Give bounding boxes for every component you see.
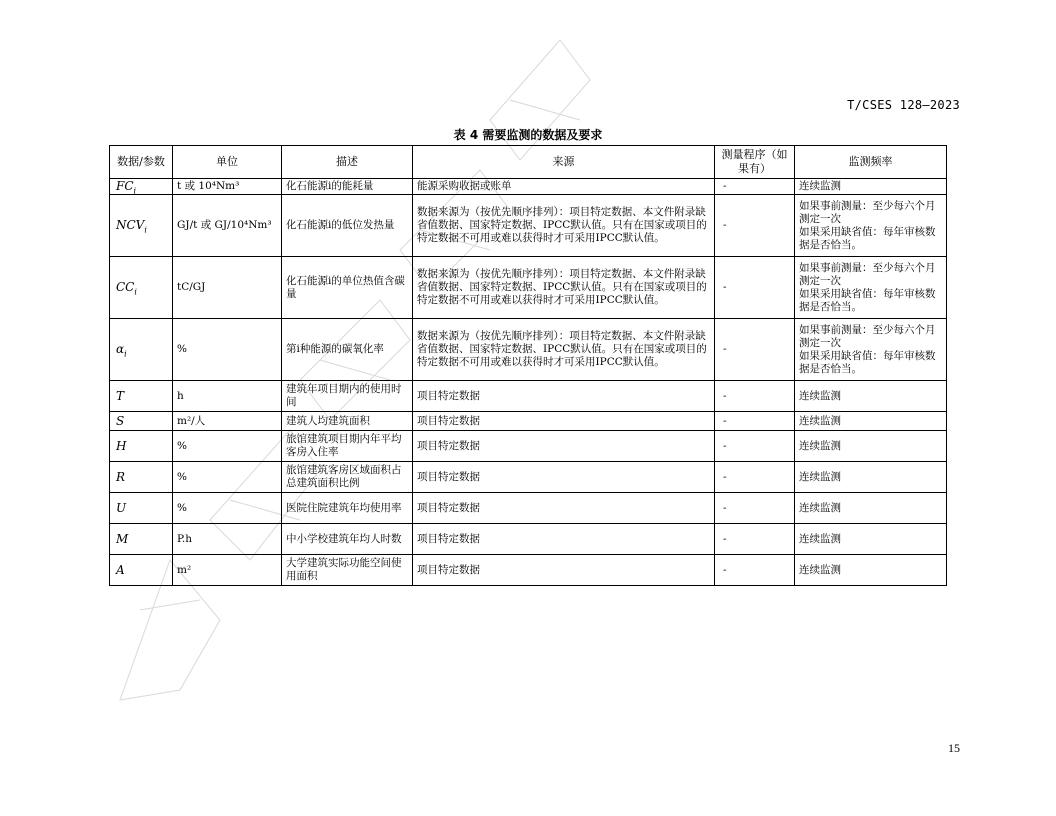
procedure-cell: - <box>715 319 795 381</box>
source-cell: 项目特定数据 <box>413 524 715 555</box>
frequency-cell: 连续监测 <box>795 524 947 555</box>
table-row <box>110 431 947 462</box>
parameter-symbol <box>110 257 173 319</box>
procedure-cell: - <box>715 179 795 195</box>
parameter-symbol <box>110 524 173 555</box>
symbol-subscript: i <box>134 287 137 297</box>
source-cell: 项目特定数据 <box>413 381 715 412</box>
unit-cell: % <box>173 493 282 524</box>
source-cell: 数据来源为（按优先顺序排列）：项目特定数据、本文件附录缺省值数据、国家特定数据、IPCC默认值。只有在国家或项目的特定数据不可用或难以获得时才可采用IPCC默认值。 <box>413 319 715 381</box>
parameter-symbol <box>110 431 173 462</box>
symbol-text: U <box>116 500 127 515</box>
source-cell: 项目特定数据 <box>413 462 715 493</box>
description-cell: 大学建筑实际功能空间使用面积 <box>282 555 413 586</box>
table-row <box>110 179 947 195</box>
parameter-symbol <box>110 412 173 431</box>
description-cell: 化石能源i的能耗量 <box>282 179 413 195</box>
procedure-cell: - <box>715 195 795 257</box>
description-cell: 化石能源i的低位发热量 <box>282 195 413 257</box>
procedure-cell: - <box>715 431 795 462</box>
procedure-cell: - <box>715 462 795 493</box>
monitoring-data-table <box>109 145 947 586</box>
table-title: 表 4 需要监测的数据及要求 <box>453 128 603 142</box>
symbol-text: A <box>116 562 125 577</box>
unit-cell: t 或 10⁴Nm³ <box>173 179 282 195</box>
procedure-cell: - <box>715 524 795 555</box>
table-row <box>110 412 947 431</box>
symbol-subscript: i <box>124 349 127 359</box>
procedure-cell: - <box>715 555 795 586</box>
unit-cell: % <box>173 462 282 493</box>
frequency-cell: 连续监测 <box>795 555 947 586</box>
procedure-cell: - <box>715 493 795 524</box>
symbol-text: R <box>116 469 126 484</box>
frequency-cell: 连续监测 <box>795 493 947 524</box>
symbol-text: H <box>116 438 127 453</box>
frequency-cell: 连续监测 <box>795 381 947 412</box>
source-cell: 项目特定数据 <box>413 493 715 524</box>
table-row <box>110 195 947 257</box>
header-parameter: 数据/参数 <box>110 146 173 179</box>
parameter-symbol <box>110 319 173 381</box>
unit-cell: % <box>173 431 282 462</box>
procedure-cell: - <box>715 381 795 412</box>
source-cell: 项目特定数据 <box>413 555 715 586</box>
unit-cell: h <box>173 381 282 412</box>
description-cell: 建筑年项目期内的使用时间 <box>282 381 413 412</box>
unit-cell: tC/GJ <box>173 257 282 319</box>
unit-cell: m² <box>173 555 282 586</box>
table-row <box>110 493 947 524</box>
description-cell: 旅馆建筑项目期内年平均客房入住率 <box>282 431 413 462</box>
source-cell: 项目特定数据 <box>413 412 715 431</box>
unit-cell: m²/人 <box>173 412 282 431</box>
parameter-symbol <box>110 555 173 586</box>
source-cell: 能源采购收据或账单 <box>413 179 715 195</box>
table-row <box>110 319 947 381</box>
source-cell: 项目特定数据 <box>413 431 715 462</box>
document-code: T/CSES 128—2023 <box>847 98 960 112</box>
unit-cell: P.h <box>173 524 282 555</box>
unit-cell: % <box>173 319 282 381</box>
symbol-text: M <box>116 531 129 546</box>
description-cell: 建筑人均建筑面积 <box>282 412 413 431</box>
procedure-cell: - <box>715 257 795 319</box>
symbol-text: α <box>116 342 125 356</box>
description-cell: 旅馆建筑客房区域面积占总建筑面积比例 <box>282 462 413 493</box>
table-row <box>110 381 947 412</box>
procedure-cell: - <box>715 412 795 431</box>
frequency-cell: 如果事前测量：至少每六个月测定一次 如果采用缺省值：每年审核数据是否恰当。 <box>795 319 947 381</box>
symbol-text: T <box>116 388 125 403</box>
source-cell: 数据来源为（按优先顺序排列）：项目特定数据、本文件附录缺省值数据、国家特定数据、IPCC默认值。只有在国家或项目的特定数据不可用或难以获得时才可采用IPCC默认值。 <box>413 195 715 257</box>
frequency-cell: 如果事前测量：至少每六个月测定一次 如果采用缺省值：每年审核数据是否恰当。 <box>795 257 947 319</box>
header-source: 来源 <box>413 146 715 179</box>
page-number: 15 <box>948 741 960 755</box>
symbol-text: CC <box>116 280 135 294</box>
description-cell: 医院住院建筑年均使用率 <box>282 493 413 524</box>
description-cell: 中小学校建筑年均人时数 <box>282 524 413 555</box>
symbol-subscript: i <box>133 186 137 195</box>
parameter-symbol <box>110 195 173 257</box>
symbol-text: S <box>116 413 125 428</box>
frequency-cell: 连续监测 <box>795 179 947 195</box>
header-procedure: 测量程序（如果有） <box>715 146 795 179</box>
table-row <box>110 257 947 319</box>
description-cell: 化石能源i的单位热值含碳量 <box>282 257 413 319</box>
symbol-text: FC <box>116 179 134 193</box>
source-cell: 数据来源为（按优先顺序排列）：项目特定数据、本文件附录缺省值数据、国家特定数据、IPCC默认值。只有在国家或项目的特定数据不可用或难以获得时才可采用IPCC默认值。 <box>413 257 715 319</box>
header-unit: 单位 <box>173 146 282 179</box>
frequency-cell: 连续监测 <box>795 412 947 431</box>
description-cell: 第i种能源的碳氧化率 <box>282 319 413 381</box>
table-row <box>110 555 947 586</box>
table-header-row <box>110 146 947 179</box>
table-row <box>110 462 947 493</box>
frequency-cell: 连续监测 <box>795 431 947 462</box>
table-row <box>110 524 947 555</box>
parameter-symbol <box>110 381 173 412</box>
symbol-subscript: i <box>144 225 147 235</box>
parameter-symbol <box>110 462 173 493</box>
header-frequency: 监测频率 <box>795 146 947 179</box>
unit-cell: GJ/t 或 GJ/10⁴Nm³ <box>173 195 282 257</box>
frequency-cell: 连续监测 <box>795 462 947 493</box>
symbol-text: NCV <box>116 218 145 232</box>
parameter-symbol <box>110 493 173 524</box>
parameter-symbol <box>110 179 173 195</box>
header-description: 描述 <box>282 146 413 179</box>
frequency-cell: 如果事前测量：至少每六个月测定一次 如果采用缺省值：每年审核数据是否恰当。 <box>795 195 947 257</box>
